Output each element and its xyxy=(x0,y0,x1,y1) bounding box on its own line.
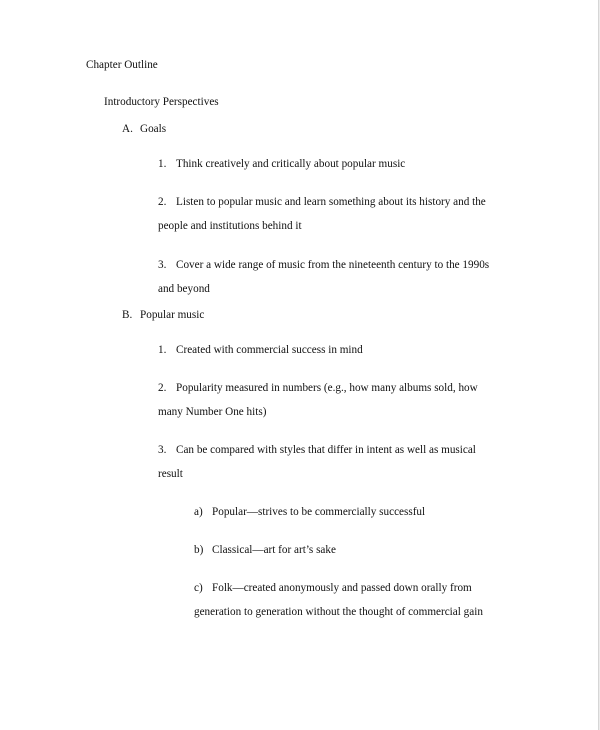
list-item-continuation: many Number One hits) xyxy=(158,406,267,418)
section-a-title: Goals xyxy=(140,123,167,135)
sub-item-text: Popular—strives to be commercially successful xyxy=(212,506,426,518)
section-title: Introductory Perspectives xyxy=(104,96,219,108)
list-item-marker: 3. xyxy=(158,259,167,271)
list-item-text: Can be compared with styles that differ in intent as well as musical xyxy=(176,444,476,456)
list-item-text: Listen to popular music and learn something about its history and the xyxy=(176,196,486,208)
sub-item-marker: c) xyxy=(194,582,203,594)
list-item-text: Cover a wide range of music from the nineteenth century to the 1990s xyxy=(176,259,490,271)
list-item-text: Popularity measured in numbers (e.g., how many albums sold, how xyxy=(176,382,478,394)
sub-item-marker: a) xyxy=(194,506,203,518)
list-item-marker: 3. xyxy=(158,444,167,456)
list-item-marker: 1. xyxy=(158,158,167,170)
section-a-marker: A. xyxy=(122,123,133,135)
sub-item-text: Folk—created anonymously and passed down orally from xyxy=(212,582,472,594)
list-item-marker: 2. xyxy=(158,196,167,208)
list-item-continuation: result xyxy=(158,468,183,480)
list-item-continuation: people and institutions behind it xyxy=(158,220,302,232)
chapter-heading: Chapter Outline xyxy=(86,59,158,71)
list-item-marker: 2. xyxy=(158,382,167,394)
section-b-marker: B. xyxy=(122,309,133,321)
list-item-text: Created with commercial success in mind xyxy=(176,344,363,356)
sub-item-continuation: generation to generation without the thought of commercial gain xyxy=(194,606,483,618)
section-b-title: Popular music xyxy=(140,309,205,321)
list-item-marker: 1. xyxy=(158,344,167,356)
list-item-text: Think creatively and critically about popular music xyxy=(176,158,406,170)
sub-item-text: Classical—art for art’s sake xyxy=(212,544,336,556)
list-item-continuation: and beyond xyxy=(158,283,210,295)
sub-item-marker: b) xyxy=(194,544,204,556)
